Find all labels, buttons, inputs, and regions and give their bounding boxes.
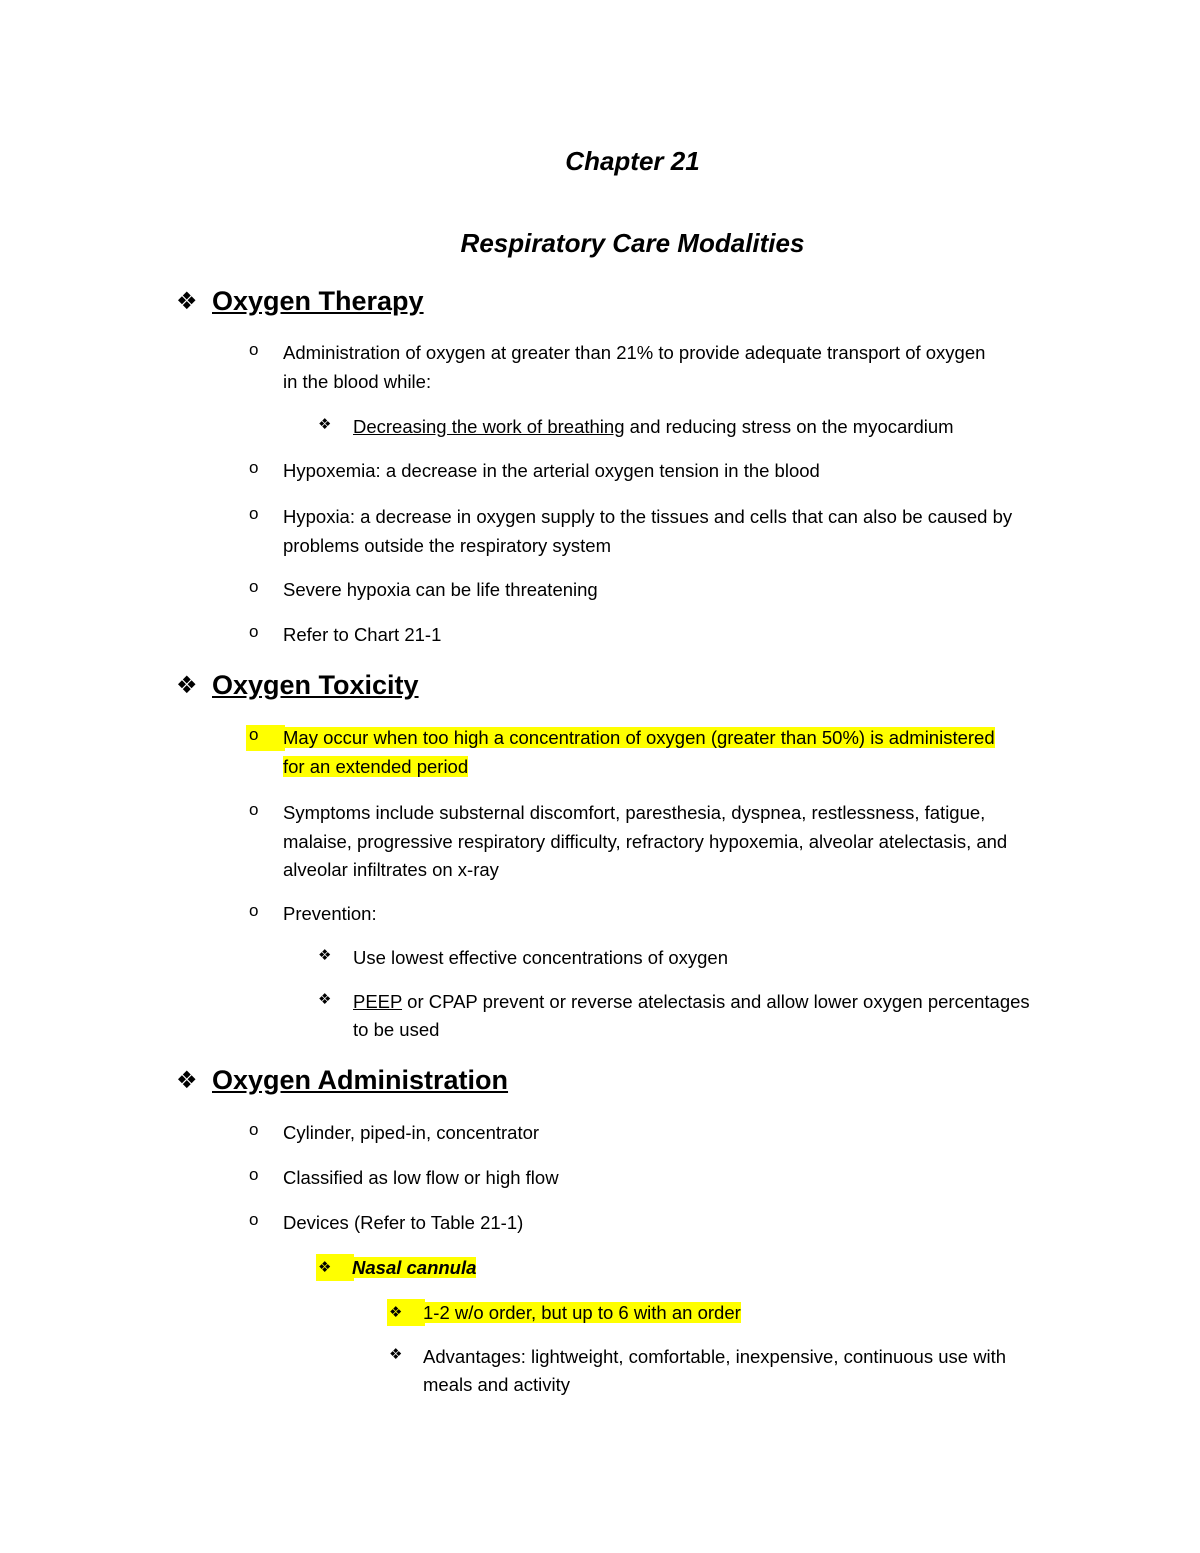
list-item: Administration of oxygen at greater than 21% to provide adequate transport of oxygen: [283, 342, 986, 363]
sub-list-item-continued: to be used: [353, 1019, 440, 1040]
list-item: Refer to Chart 21-1: [283, 624, 442, 645]
section-title: Oxygen Administration: [212, 1065, 509, 1095]
section-title: Oxygen Therapy: [212, 286, 424, 316]
circle-bullet-icon: o: [249, 1165, 259, 1184]
circle-bullet-icon: o: [246, 725, 285, 751]
list-item: Severe hypoxia can be life threatening: [283, 579, 598, 600]
list-item-continued: alveolar infiltrates on x-ray: [283, 859, 499, 880]
list-item: Hypoxia: a decrease in oxygen supply to the tissues and cells that can also be caused by: [283, 506, 1013, 527]
text: and reducing stress on the myocardium: [624, 416, 954, 437]
underlined-text: PEEP: [353, 991, 403, 1012]
sub-list-item: [353, 412, 954, 441]
diamond-bullet-icon: ❖: [318, 947, 332, 964]
sub-sub-list-item: Advantages: lightweight, comfortable, inexpensive, continuous use with: [423, 1346, 1007, 1367]
list-item: Prevention:: [283, 903, 377, 924]
section-title: Oxygen Toxicity: [212, 670, 419, 700]
circle-bullet-icon: o: [249, 800, 259, 819]
diamond-bullet-icon: ❖: [176, 288, 198, 315]
circle-bullet-icon: o: [249, 901, 259, 920]
highlighted-text: May occur when too high a concentration of oxygen (greater than 50%) is administered: [283, 727, 995, 748]
text: or CPAP prevent or reverse atelectasis and allow lower oxygen percentages: [402, 991, 1030, 1012]
diamond-bullet-icon: ❖: [387, 1299, 425, 1326]
chapter-subtitle: Respiratory Care Modalities: [460, 228, 805, 258]
section-heading-oxygen-therapy: [176, 286, 424, 317]
section-heading-oxygen-administration: [176, 1065, 508, 1096]
list-item-continued: malaise, progressive respiratory difficulty, refractory hypoxemia, alveolar atelectasis, and: [283, 831, 1008, 852]
sub-sub-list-item-continued: meals and activity: [423, 1374, 571, 1395]
highlighted-list-item: [283, 723, 995, 752]
sub-list-item: [353, 987, 1030, 1016]
circle-bullet-icon: o: [249, 340, 259, 359]
circle-bullet-icon: o: [249, 504, 259, 523]
chapter-title: Chapter 21: [565, 146, 700, 176]
highlighted-sub-list-item: [352, 1253, 476, 1282]
diamond-bullet-icon: ❖: [318, 416, 332, 433]
diamond-bullet-icon: ❖: [389, 1346, 403, 1363]
list-item: Classified as low flow or high flow: [283, 1167, 559, 1188]
diamond-bullet-icon: ❖: [176, 1067, 198, 1094]
circle-bullet-icon: o: [249, 458, 259, 477]
sub-list-item: Use lowest effective concentrations of oxygen: [353, 947, 729, 968]
highlighted-text: 1-2 w/o order, but up to 6 with an order: [423, 1302, 741, 1323]
circle-bullet-icon: o: [249, 622, 259, 641]
list-item: Hypoxemia: a decrease in the arterial oxygen tension in the blood: [283, 460, 820, 481]
diamond-bullet-icon: ❖: [176, 672, 198, 699]
circle-bullet-icon: o: [249, 1120, 259, 1139]
underlined-text: Decreasing the work of breathing: [353, 416, 625, 437]
highlighted-text: Nasal cannula: [352, 1257, 477, 1278]
diamond-bullet-icon: ❖: [316, 1254, 354, 1281]
list-item-continued: problems outside the respiratory system: [283, 535, 611, 556]
list-item-continued: in the blood while:: [283, 371, 432, 392]
list-item: Devices (Refer to Table 21-1): [283, 1212, 524, 1233]
highlighted-sub-sub-list-item: [423, 1298, 741, 1327]
highlighted-list-item-continued: [283, 752, 468, 781]
list-item: Symptoms include substernal discomfort, paresthesia, dyspnea, restlessness, fatigue,: [283, 802, 986, 823]
list-item: Cylinder, piped-in, concentrator: [283, 1122, 540, 1143]
section-heading-oxygen-toxicity: [176, 670, 419, 701]
highlighted-text: for an extended period: [283, 756, 469, 777]
diamond-bullet-icon: ❖: [318, 991, 332, 1008]
circle-bullet-icon: o: [249, 1210, 259, 1229]
circle-bullet-icon: o: [249, 577, 259, 596]
